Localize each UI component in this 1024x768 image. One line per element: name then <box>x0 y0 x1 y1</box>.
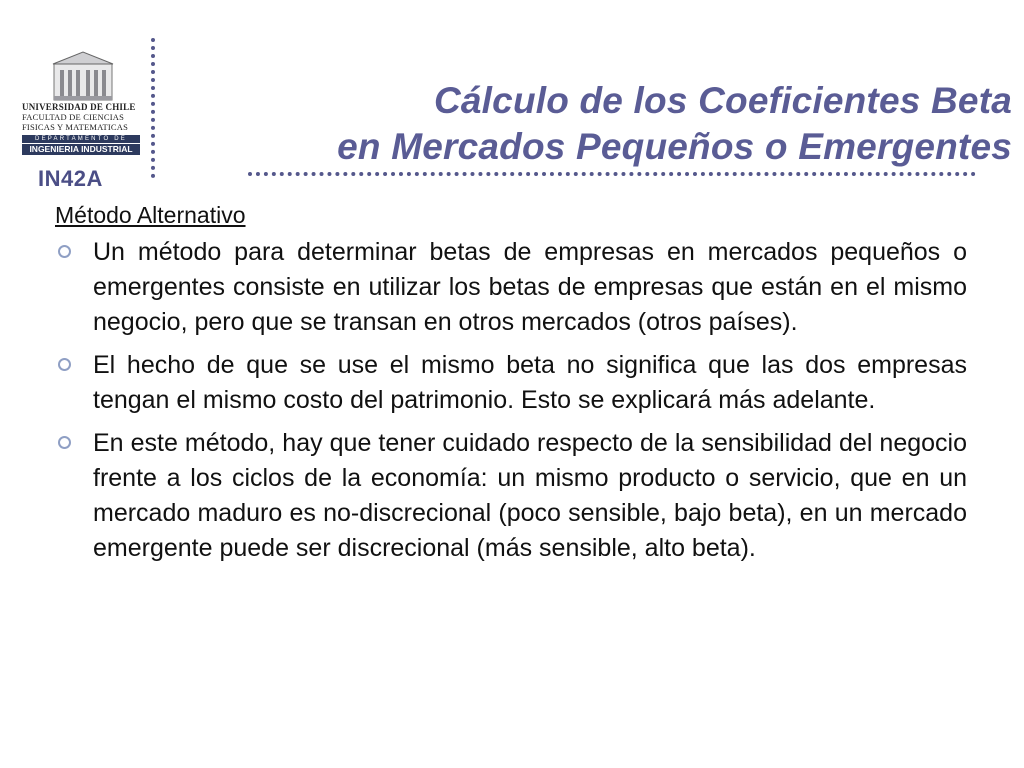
slide-body <box>55 198 967 574</box>
bullet-text: Un método para determinar betas de empresas en mercados pequeños o emergentes consiste en utilizar los betas de empresas que están en el mismo negocio, pero que se transan en otros mercados (otros países). <box>93 238 967 336</box>
slide-title <box>337 78 1012 170</box>
bullet-item <box>55 348 967 418</box>
bullet-ring-icon <box>58 358 71 371</box>
faculty-line-1: FACULTAD DE CIENCIAS <box>22 112 125 122</box>
bullet-ring-icon <box>58 245 71 258</box>
slide-title-line-2: en Mercados Pequeños o Emergentes <box>337 126 1012 167</box>
bullet-text: El hecho de que se use el mismo beta no significa que las dos empresas tengan el mismo costo del patrimonio. Esto se explicará más adelante. <box>93 351 967 414</box>
bullet-text: En este método, hay que tener cuidado respecto de la sensibilidad del negocio frente a los ciclos de la economía: un mismo producto o servicio, que en un mercado maduro es no-discrecional (poco sensible, bajo beta), en un mercado emergente puede ser discrecional (más sensible, alto beta). <box>93 429 967 562</box>
university-logo <box>22 50 142 155</box>
university-name: UNIVERSIDAD DE CHILE <box>22 102 136 112</box>
department-name: INGENIERIA INDUSTRIAL <box>22 144 140 155</box>
slide-title-line-1: Cálculo de los Coeficientes Beta <box>433 80 1012 121</box>
university-building-icon <box>52 50 114 102</box>
department-label: DEPARTAMENTO DE <box>22 135 140 143</box>
section-subheading: Método Alternativo <box>55 202 246 228</box>
bullet-ring-icon <box>58 436 71 449</box>
faculty-line-2: FISICAS Y MATEMATICAS <box>22 122 129 132</box>
course-code: IN42A <box>38 166 103 191</box>
bullet-item <box>55 235 967 340</box>
vertical-dotted-divider <box>151 38 155 178</box>
bullet-item <box>55 426 967 566</box>
horizontal-dotted-divider <box>248 172 976 176</box>
